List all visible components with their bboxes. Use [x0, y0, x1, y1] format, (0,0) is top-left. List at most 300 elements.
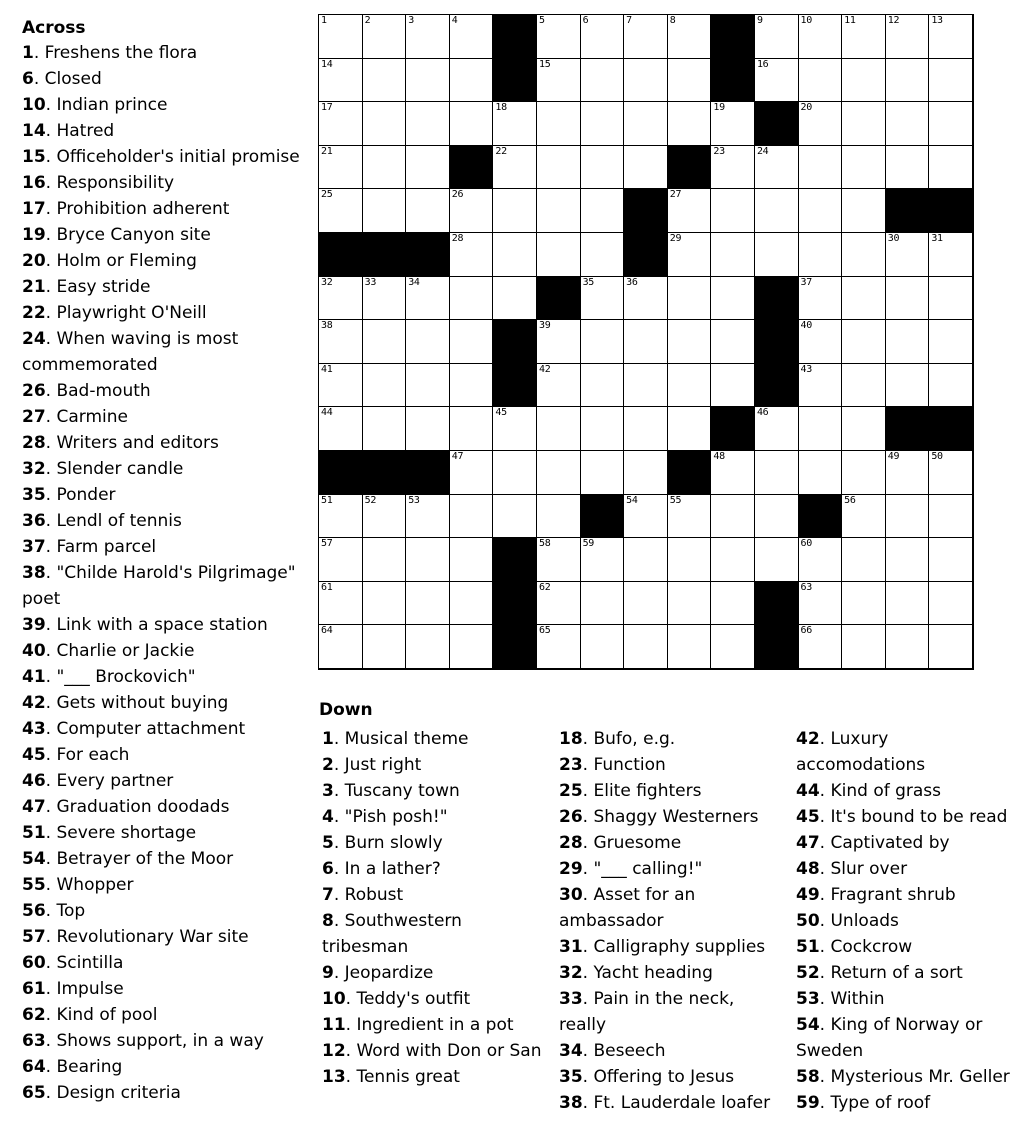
- clue-across-10[interactable]: [22, 92, 307, 118]
- grid-cell[interactable]: [537, 59, 581, 103]
- clue-down-col2-23[interactable]: [559, 752, 781, 778]
- grid-cell[interactable]: [581, 189, 625, 233]
- grid-cell[interactable]: [668, 364, 712, 408]
- clue-down-col2-31[interactable]: [559, 934, 781, 960]
- grid-cell[interactable]: [581, 59, 625, 103]
- clue-across-20[interactable]: [22, 248, 307, 274]
- clue-across-63[interactable]: [22, 1028, 307, 1054]
- clue-number: 45: [796, 807, 820, 827]
- clue-down-col3-48[interactable]: [796, 856, 1018, 882]
- clue-down-col2-32[interactable]: [559, 960, 781, 986]
- grid-cell[interactable]: [711, 233, 755, 277]
- grid-cell[interactable]: [799, 15, 843, 59]
- grid-cell[interactable]: [711, 582, 755, 626]
- clue-number: 1: [322, 729, 334, 749]
- grid-cell[interactable]: [842, 277, 886, 321]
- grid-cell[interactable]: [493, 451, 537, 495]
- clue-across-19[interactable]: [22, 222, 307, 248]
- cell-number: 46: [756, 407, 769, 419]
- block-cell: [493, 364, 537, 408]
- grid-cell[interactable]: [842, 364, 886, 408]
- block-cell: [755, 625, 799, 669]
- grid-cell[interactable]: [799, 146, 843, 190]
- grid-cell[interactable]: [319, 15, 363, 59]
- grid-cell[interactable]: [929, 146, 973, 190]
- grid-cell[interactable]: [624, 102, 668, 146]
- grid-cell[interactable]: [842, 15, 886, 59]
- grid-cell[interactable]: [624, 407, 668, 451]
- clue-down-col2-35[interactable]: [559, 1064, 781, 1090]
- grid-cell[interactable]: [624, 364, 668, 408]
- clue-down-col2-34[interactable]: [559, 1038, 781, 1064]
- grid-cell[interactable]: [450, 495, 494, 539]
- clue-down-col1-8[interactable]: [322, 908, 544, 960]
- clue-across-46[interactable]: [22, 768, 307, 794]
- grid-cell[interactable]: [581, 582, 625, 626]
- clue-text: . Gets without buying: [45, 693, 229, 713]
- clue-across-65[interactable]: [22, 1080, 307, 1106]
- clue-number: 28: [22, 433, 46, 453]
- clue-across-40[interactable]: [22, 638, 307, 664]
- grid-cell[interactable]: [711, 189, 755, 233]
- grid-cell[interactable]: [886, 102, 930, 146]
- grid-cell[interactable]: [581, 277, 625, 321]
- clue-down-col1-10[interactable]: [322, 986, 544, 1012]
- clue-down-col3-59[interactable]: [796, 1090, 1018, 1116]
- grid-cell[interactable]: [363, 407, 407, 451]
- grid-cell[interactable]: [363, 625, 407, 669]
- clue-across-43[interactable]: [22, 716, 307, 742]
- grid-cell[interactable]: [668, 320, 712, 364]
- grid-cell[interactable]: [450, 233, 494, 277]
- grid-cell[interactable]: [450, 59, 494, 103]
- clue-across-42[interactable]: [22, 690, 307, 716]
- grid-cell[interactable]: [624, 59, 668, 103]
- grid-cell[interactable]: [886, 146, 930, 190]
- clue-across-16[interactable]: [22, 170, 307, 196]
- clue-across-57[interactable]: [22, 924, 307, 950]
- clue-across-60[interactable]: [22, 950, 307, 976]
- grid-cell[interactable]: [450, 102, 494, 146]
- grid-cell[interactable]: [799, 625, 843, 669]
- grid-cell[interactable]: [363, 495, 407, 539]
- clue-down-col3-49[interactable]: [796, 882, 1018, 908]
- grid-cell[interactable]: [406, 102, 450, 146]
- block-cell: [668, 146, 712, 190]
- grid-cell[interactable]: [624, 15, 668, 59]
- grid-cell[interactable]: [799, 582, 843, 626]
- grid-cell[interactable]: [537, 233, 581, 277]
- grid-cell[interactable]: [842, 451, 886, 495]
- grid-cell[interactable]: [929, 277, 973, 321]
- grid-cell[interactable]: [319, 407, 363, 451]
- grid-cell[interactable]: [537, 451, 581, 495]
- grid-cell[interactable]: [799, 320, 843, 364]
- clue-across-45[interactable]: [22, 742, 307, 768]
- grid-cell[interactable]: [668, 407, 712, 451]
- grid-cell[interactable]: [493, 495, 537, 539]
- clue-across-62[interactable]: [22, 1002, 307, 1028]
- grid-cell[interactable]: [755, 407, 799, 451]
- grid-cell[interactable]: [624, 451, 668, 495]
- grid-cell[interactable]: [319, 625, 363, 669]
- clue-down-col1-5[interactable]: [322, 830, 544, 856]
- grid-cell[interactable]: [406, 625, 450, 669]
- grid-cell[interactable]: [319, 538, 363, 582]
- grid-cell[interactable]: [799, 364, 843, 408]
- grid-cell[interactable]: [929, 538, 973, 582]
- grid-cell[interactable]: [755, 59, 799, 103]
- grid-cell[interactable]: [929, 15, 973, 59]
- grid-cell[interactable]: [668, 233, 712, 277]
- clue-across-32[interactable]: [22, 456, 307, 482]
- grid-cell[interactable]: [711, 625, 755, 669]
- clue-across-24[interactable]: [22, 326, 307, 378]
- grid-cell[interactable]: [537, 320, 581, 364]
- grid-cell[interactable]: [450, 625, 494, 669]
- grid-cell[interactable]: [929, 364, 973, 408]
- grid-cell[interactable]: [842, 625, 886, 669]
- clue-across-17[interactable]: [22, 196, 307, 222]
- grid-cell[interactable]: [624, 146, 668, 190]
- clue-down-col1-13[interactable]: [322, 1064, 544, 1090]
- grid-cell[interactable]: [406, 59, 450, 103]
- clue-across-39[interactable]: [22, 612, 307, 638]
- grid-cell[interactable]: [450, 15, 494, 59]
- grid-cell[interactable]: [406, 320, 450, 364]
- grid-cell[interactable]: [929, 320, 973, 364]
- grid-cell[interactable]: [406, 364, 450, 408]
- clue-down-col2-25[interactable]: [559, 778, 781, 804]
- grid-cell[interactable]: [537, 538, 581, 582]
- clue-across-37[interactable]: [22, 534, 307, 560]
- grid-cell[interactable]: [537, 582, 581, 626]
- clue-down-col2-18[interactable]: [559, 726, 781, 752]
- grid-cell[interactable]: [319, 277, 363, 321]
- grid-cell[interactable]: [668, 189, 712, 233]
- grid-cell[interactable]: [537, 146, 581, 190]
- grid-cell[interactable]: [537, 407, 581, 451]
- block-cell: [624, 189, 668, 233]
- grid-cell[interactable]: [929, 233, 973, 277]
- grid-cell[interactable]: [406, 146, 450, 190]
- clue-text: . Luxury accomodations: [796, 729, 926, 775]
- clue-down-col3-44[interactable]: [796, 778, 1018, 804]
- grid-cell[interactable]: [363, 102, 407, 146]
- grid-cell[interactable]: [581, 102, 625, 146]
- grid-cell[interactable]: [799, 189, 843, 233]
- clue-across-61[interactable]: [22, 976, 307, 1002]
- clue-text: . Easy stride: [45, 277, 151, 297]
- grid-cell[interactable]: [842, 407, 886, 451]
- clue-text: . Beseech: [582, 1041, 666, 1061]
- grid-cell[interactable]: [624, 625, 668, 669]
- clue-number: 54: [796, 1015, 820, 1035]
- clue-number: 6: [322, 859, 334, 879]
- clue-down-col2-29[interactable]: [559, 856, 781, 882]
- clue-down-col1-9[interactable]: [322, 960, 544, 986]
- grid-cell[interactable]: [537, 102, 581, 146]
- clue-text: . Bad-mouth: [45, 381, 151, 401]
- grid-cell[interactable]: [755, 15, 799, 59]
- clue-down-col3-50[interactable]: [796, 908, 1018, 934]
- grid-cell[interactable]: [450, 320, 494, 364]
- grid-cell[interactable]: [886, 15, 930, 59]
- clue-down-col2-30[interactable]: [559, 882, 781, 934]
- grid-cell[interactable]: [537, 364, 581, 408]
- clue-down-col3-54[interactable]: [796, 1012, 1018, 1064]
- cell-number: 27: [669, 189, 682, 201]
- grid-cell[interactable]: [799, 59, 843, 103]
- clue-down-col3-47[interactable]: [796, 830, 1018, 856]
- grid-cell[interactable]: [886, 233, 930, 277]
- grid-cell[interactable]: [363, 146, 407, 190]
- grid-cell[interactable]: [493, 189, 537, 233]
- grid-cell[interactable]: [929, 59, 973, 103]
- grid-cell[interactable]: [319, 146, 363, 190]
- grid-cell[interactable]: [668, 59, 712, 103]
- grid-cell[interactable]: [929, 582, 973, 626]
- grid-cell[interactable]: [668, 277, 712, 321]
- clue-across-56[interactable]: [22, 898, 307, 924]
- grid-cell[interactable]: [450, 451, 494, 495]
- grid-cell[interactable]: [319, 364, 363, 408]
- grid-cell[interactable]: [581, 538, 625, 582]
- grid-cell[interactable]: [406, 538, 450, 582]
- grid-cell[interactable]: [799, 102, 843, 146]
- clue-down-col1-1[interactable]: [322, 726, 544, 752]
- grid-cell[interactable]: [842, 233, 886, 277]
- clue-across-41[interactable]: [22, 664, 307, 690]
- clue-down-col3-42[interactable]: [796, 726, 1018, 778]
- block-cell: [711, 59, 755, 103]
- clue-text: . "Childe Harold's Pilgrimage" poet: [22, 563, 296, 609]
- grid-cell[interactable]: [842, 146, 886, 190]
- cell-number: 30: [887, 232, 900, 244]
- grid-cell[interactable]: [624, 538, 668, 582]
- grid-cell[interactable]: [450, 277, 494, 321]
- clue-number: 52: [796, 963, 820, 983]
- grid-cell[interactable]: [363, 582, 407, 626]
- clue-down-col2-26[interactable]: [559, 804, 781, 830]
- grid-cell[interactable]: [581, 146, 625, 190]
- clue-across-26[interactable]: [22, 378, 307, 404]
- grid-cell[interactable]: [493, 102, 537, 146]
- clue-down-col1-4[interactable]: [322, 804, 544, 830]
- grid-cell[interactable]: [755, 189, 799, 233]
- grid-cell[interactable]: [886, 277, 930, 321]
- clue-across-1[interactable]: [22, 40, 307, 66]
- grid-cell[interactable]: [842, 189, 886, 233]
- grid-cell[interactable]: [363, 15, 407, 59]
- grid-cell[interactable]: [755, 146, 799, 190]
- grid-cell[interactable]: [537, 189, 581, 233]
- grid-cell[interactable]: [886, 364, 930, 408]
- grid-cell[interactable]: [319, 320, 363, 364]
- clue-down-col3-58[interactable]: [796, 1064, 1018, 1090]
- grid-cell[interactable]: [581, 364, 625, 408]
- clue-down-col3-53[interactable]: [796, 986, 1018, 1012]
- grid-cell[interactable]: [755, 495, 799, 539]
- cell-number: 29: [669, 232, 682, 244]
- clue-down-col3-51[interactable]: [796, 934, 1018, 960]
- clue-across-27[interactable]: [22, 404, 307, 430]
- grid-cell[interactable]: [842, 102, 886, 146]
- clue-number: 9: [322, 963, 334, 983]
- grid-cell[interactable]: [711, 277, 755, 321]
- grid-cell[interactable]: [929, 102, 973, 146]
- grid-cell[interactable]: [581, 320, 625, 364]
- grid-cell[interactable]: [319, 59, 363, 103]
- grid-cell[interactable]: [363, 320, 407, 364]
- clue-down-col3-52[interactable]: [796, 960, 1018, 986]
- clue-down-col2-28[interactable]: [559, 830, 781, 856]
- clue-across-6[interactable]: [22, 66, 307, 92]
- grid-cell[interactable]: [755, 233, 799, 277]
- clue-down-col1-7[interactable]: [322, 882, 544, 908]
- grid-cell[interactable]: [929, 625, 973, 669]
- grid-cell[interactable]: [842, 538, 886, 582]
- grid-cell[interactable]: [581, 625, 625, 669]
- grid-cell[interactable]: [537, 495, 581, 539]
- clue-down-col2-33[interactable]: [559, 986, 781, 1038]
- grid-cell[interactable]: [799, 407, 843, 451]
- grid-cell[interactable]: [406, 582, 450, 626]
- clue-text: . Slur over: [819, 859, 908, 879]
- grid-cell[interactable]: [319, 582, 363, 626]
- clue-down-col1-6[interactable]: [322, 856, 544, 882]
- grid-cell[interactable]: [624, 320, 668, 364]
- grid-cell[interactable]: [886, 59, 930, 103]
- grid-cell[interactable]: [929, 495, 973, 539]
- clue-across-22[interactable]: [22, 300, 307, 326]
- grid-cell[interactable]: [493, 233, 537, 277]
- grid-cell[interactable]: [668, 582, 712, 626]
- clue-across-38[interactable]: [22, 560, 307, 612]
- grid-cell[interactable]: [493, 407, 537, 451]
- grid-cell[interactable]: [842, 582, 886, 626]
- clue-across-55[interactable]: [22, 872, 307, 898]
- grid-cell[interactable]: [363, 364, 407, 408]
- clue-number: 32: [22, 459, 46, 479]
- grid-cell[interactable]: [755, 451, 799, 495]
- block-cell: [711, 407, 755, 451]
- grid-cell[interactable]: [668, 15, 712, 59]
- clue-across-64[interactable]: [22, 1054, 307, 1080]
- grid-cell[interactable]: [755, 538, 799, 582]
- grid-cell[interactable]: [450, 407, 494, 451]
- grid-cell[interactable]: [886, 625, 930, 669]
- grid-cell[interactable]: [624, 582, 668, 626]
- grid-cell[interactable]: [406, 407, 450, 451]
- grid-cell[interactable]: [450, 538, 494, 582]
- grid-cell[interactable]: [886, 320, 930, 364]
- grid-cell[interactable]: [668, 538, 712, 582]
- grid-cell[interactable]: [624, 277, 668, 321]
- grid-cell[interactable]: [711, 364, 755, 408]
- grid-cell[interactable]: [711, 451, 755, 495]
- grid-cell[interactable]: [363, 538, 407, 582]
- grid-cell[interactable]: [886, 538, 930, 582]
- grid-cell[interactable]: [537, 15, 581, 59]
- grid-cell[interactable]: [581, 407, 625, 451]
- grid-cell[interactable]: [799, 538, 843, 582]
- grid-cell[interactable]: [711, 320, 755, 364]
- crossword-grid[interactable]: [318, 14, 974, 670]
- clue-across-21[interactable]: [22, 274, 307, 300]
- grid-cell[interactable]: [363, 189, 407, 233]
- grid-cell[interactable]: [406, 277, 450, 321]
- grid-cell[interactable]: [493, 277, 537, 321]
- clue-down-col1-12[interactable]: [322, 1038, 544, 1064]
- clue-down-col1-11[interactable]: [322, 1012, 544, 1038]
- grid-cell[interactable]: [319, 189, 363, 233]
- block-cell: [755, 102, 799, 146]
- clue-down-col1-3[interactable]: [322, 778, 544, 804]
- clue-down-col2-38[interactable]: [559, 1090, 781, 1116]
- grid-cell[interactable]: [363, 59, 407, 103]
- grid-cell[interactable]: [450, 582, 494, 626]
- grid-cell[interactable]: [363, 277, 407, 321]
- grid-cell[interactable]: [406, 495, 450, 539]
- clue-down-col3-45[interactable]: [796, 804, 1018, 830]
- clue-down-col1-2[interactable]: [322, 752, 544, 778]
- clue-across-14[interactable]: [22, 118, 307, 144]
- clue-number: 30: [559, 885, 583, 905]
- grid-cell[interactable]: [668, 625, 712, 669]
- grid-cell[interactable]: [842, 495, 886, 539]
- clue-across-54[interactable]: [22, 846, 307, 872]
- grid-cell[interactable]: [581, 15, 625, 59]
- grid-cell[interactable]: [581, 233, 625, 277]
- grid-cell[interactable]: [886, 451, 930, 495]
- grid-cell[interactable]: [711, 102, 755, 146]
- grid-cell[interactable]: [319, 102, 363, 146]
- grid-cell[interactable]: [450, 364, 494, 408]
- grid-cell[interactable]: [842, 320, 886, 364]
- grid-cell[interactable]: [799, 233, 843, 277]
- grid-cell[interactable]: [711, 495, 755, 539]
- grid-cell[interactable]: [929, 451, 973, 495]
- grid-cell[interactable]: [711, 538, 755, 582]
- clue-across-15[interactable]: [22, 144, 307, 170]
- grid-cell[interactable]: [842, 59, 886, 103]
- clue-across-36[interactable]: [22, 508, 307, 534]
- clue-text: . Bearing: [45, 1057, 123, 1077]
- grid-cell[interactable]: [799, 451, 843, 495]
- grid-cell[interactable]: [668, 102, 712, 146]
- clue-across-28[interactable]: [22, 430, 307, 456]
- grid-cell[interactable]: [886, 582, 930, 626]
- grid-cell[interactable]: [581, 451, 625, 495]
- cell-number: 22: [495, 145, 507, 157]
- grid-cell[interactable]: [406, 15, 450, 59]
- grid-cell[interactable]: [319, 495, 363, 539]
- grid-cell[interactable]: [799, 277, 843, 321]
- clue-across-51[interactable]: [22, 820, 307, 846]
- clue-number: 50: [796, 911, 820, 931]
- grid-cell[interactable]: [406, 189, 450, 233]
- grid-cell[interactable]: [886, 495, 930, 539]
- grid-cell[interactable]: [624, 495, 668, 539]
- clue-across-35[interactable]: [22, 482, 307, 508]
- grid-cell[interactable]: [537, 625, 581, 669]
- grid-cell[interactable]: [668, 495, 712, 539]
- clue-across-47[interactable]: [22, 794, 307, 820]
- grid-cell[interactable]: [450, 189, 494, 233]
- grid-cell[interactable]: [711, 146, 755, 190]
- grid-cell[interactable]: [493, 146, 537, 190]
